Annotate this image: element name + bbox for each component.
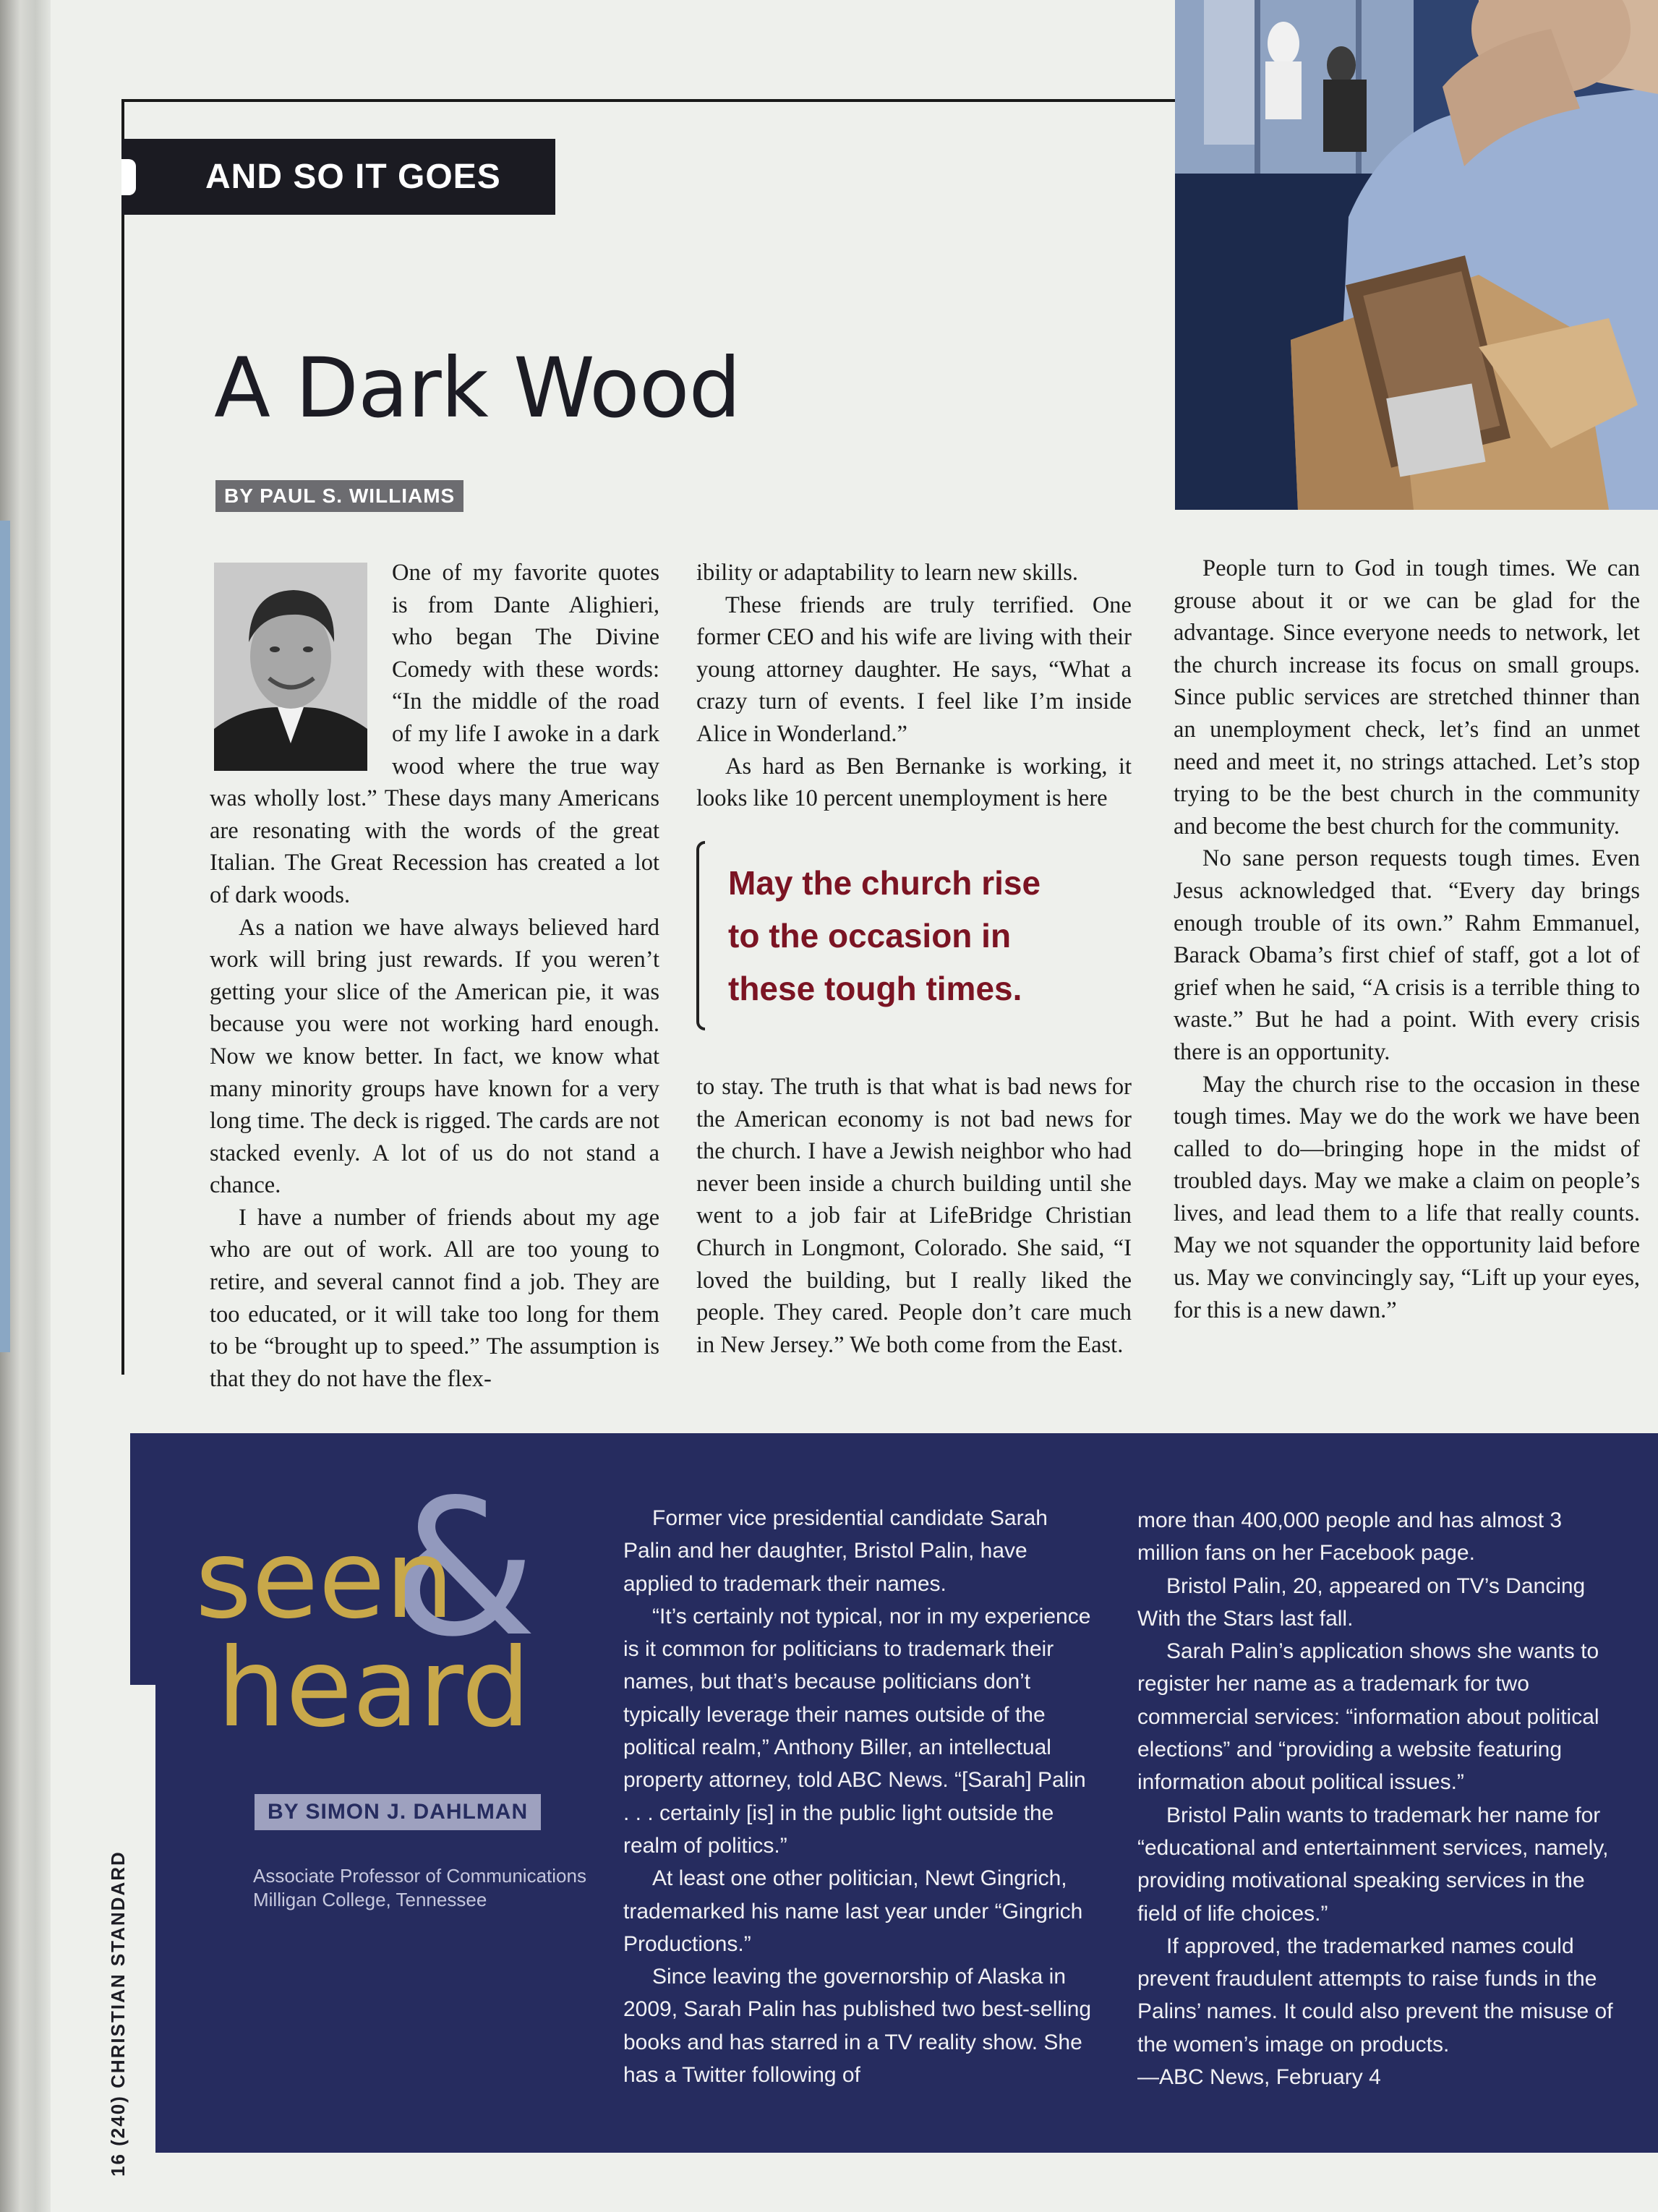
pull-quote-bracket [696,841,705,1030]
credit-line: Associate Professor of Communications [253,1865,586,1887]
article-column-2-continued [696,1071,1132,1361]
author-photo-wrap-space [210,557,392,771]
pull-quote-line: May the church rise [728,864,1041,902]
seen-heard-paragraph: Bristol Palin, 20, appeared on TV’s Dancing With the Stars last fall. [1137,1573,1586,1631]
article-paragraph: One of my favorite quotes is from Dante Alighieri, who began The Divine Comedy with these words: “In the middle of the road of my life I awoke in a dark wood where the true way was wholly lost.” These days many Americans are resonating with the words of the great Italian. The Great Recession has created a lot of dark woods. [210,560,659,908]
article-column-3 [1174,552,1640,1326]
credit-line: Milligan College, Tennessee [253,1889,487,1910]
article-paragraph: to stay. The truth is that what is bad news for the American economy is not bad news for the church. I have a Jewish neighbor who had never been inside a church building until she went to a job fair at LifeBridge Christian Church in Longmont, Colorado. She said, “I loved the building, but I really liked the people. They cared. People don’t care much in New Jersey.” We both come from the East. [696,1074,1132,1358]
article-photo [1175,0,1658,510]
seen-heard-byline: BY SIMON J. DAHLMAN [255,1794,541,1830]
article-paragraph: As hard as Ben Bernanke is working, it looks like 10 percent unemployment is here [696,753,1132,812]
seen-heard-paragraph: If approved, the trademarked names could prevent fraudulent attempts to raise funds in the Palins’ names. It could also prevent the misuse of the women’s image on products. [1137,1934,1613,2057]
article-column-1 [210,557,659,1395]
article-paragraph: ibility or adaptability to learn new skills. [696,560,1079,586]
section-label: AND SO IT GOES [121,139,555,215]
article-paragraph: May the church rise to the occasion in these tough times. May we do the work we have been called to do—bringing hope in the midst of troubled days. May we make a claim on people’s lives, and lead them to a life that really counts. May we not squander the opportunity laid before us. May we convincingly say, “Lift up your eyes, for this is a new dawn.” [1174,1071,1640,1323]
seen-heard-logo-seen: seen [195,1517,454,1643]
article-byline: BY PAUL S. WILLIAMS [215,480,463,512]
adjacent-page-edge [0,521,10,1352]
article-paragraph: No sane person requests tough times. Even Jesus acknowledged that. “Every day brings enough trouble of its own.” Rahm Emmanuel, Barack Obama’s first chief of staff, got a lot of grief when he said, “A crisis is a terrible thing to waste.” But he had a point. With every crisis there is an opportunity. [1174,845,1640,1065]
pull-quote-line: these tough times. [728,970,1022,1007]
seen-heard-paragraph: more than 400,000 people and has almost 3 million fans on her Facebook page. [1137,1508,1563,1566]
seen-heard-column-1 [623,1502,1093,2091]
seen-heard-paragraph: Former vice presidential candidate Sarah Palin and her daughter, Bristol Palin, have applied to trademark their names. [623,1506,1048,1596]
article-paragraph: I have a number of friends about my age who are out of work. All are too young to retire, and several cannot find a job. They are too educated, or it will take too long for them to be “brought up to speed.” The assumption is that they do not have the flex- [210,1204,659,1392]
pull-quote-line: to the occasion in [728,917,1012,955]
page-folio: 16 (240) CHRISTIAN STANDARD [107,1850,129,2177]
article-column-2 [696,557,1132,815]
man-with-box-illustration [1175,0,1658,510]
seen-heard-paragraph: At least one other politician, Newt Gingrich, trademarked his name last year under “Gingrich Productions.” [623,1866,1083,1956]
pull-quote [696,841,1087,1030]
article-title: A Dark Wood [214,340,740,436]
seen-heard-logo-heard: heard [217,1626,531,1751]
seen-heard-paragraph: “It’s certainly not typical, nor in my experience is it common for politicians to trademark their names, but that’s because politicians don’t typically leverage their names outside of the political realm,” Anthony Biller, an intellectual property attorney, told ABC News. “[Sarah] Palin . . . certainly [is] in the public light outside the realm of politics.” [623,1604,1091,1858]
seen-heard-paragraph: Sarah Palin’s application shows she wants to register her name as a trademark for two commercial services: “information about political elections” and “providing a website featuring information about political issues.” [1137,1639,1599,1795]
article-paragraph: People turn to God in tough times. We can grouse about it or we can be glad for the advantage. Since everyone needs to network, let the church increase its focus on small groups. Since public services are stretched thinner than an unemployment check, let’s find an unmet need and meet it, no strings attached. Let’s stop trying to be the best church in the community and become the best church for the community. [1174,555,1640,840]
seen-heard-logo-ampersand: & [390,1460,537,1678]
seen-heard-author-credit [253,1864,586,1912]
article-paragraph: As a nation we have always believed hard work will bring just rewards. If you weren’t getting your slice of the American pie, it was because you were not working hard enough. Now we know better. In fact, we know what many minority groups have known for a very long time. The deck is rigged. The cards are not stacked evenly. A lot of us do not stand a chance. [210,914,659,1199]
seen-heard-paragraph: Bristol Palin wants to trademark her name for “educational and entertainment services, namely, providing motivational speaking services in the field of life choices.” [1137,1803,1609,1926]
seen-heard-paragraph: Since leaving the governorship of Alaska in 2009, Sarah Palin has published two best-selling books and has starred in a TV reality show. She has a Twitter following of [623,1965,1092,2088]
section-label-notch [121,159,136,195]
seen-heard-source: —ABC News, February 4 [1137,2065,1381,2090]
pull-quote-text [728,857,1040,1015]
seen-heard-column-2 [1137,1504,1618,2093]
article-paragraph: These friends are truly terrified. One former CEO and his wife are living with their young attorney daughter. He says, “What a crazy turn of events. I feel like I’m inside Alice in Wonderland.” [696,592,1132,747]
seen-heard-notch [130,1685,155,2153]
